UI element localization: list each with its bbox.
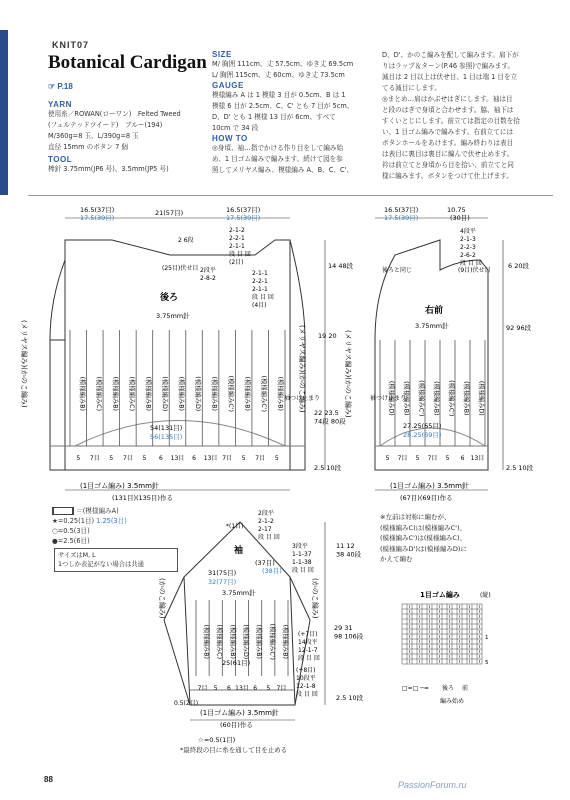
gauge-heading: GAUGE [212,81,244,90]
back-pattern-label: (模様編みB) [111,376,119,412]
sleeve-width-l: 32(77目) [208,578,237,586]
back-pattern-label: (模様編みB) [276,376,284,412]
back-armhole-rows: 19 20 [318,332,337,340]
sleeve-bottom-count: 7目 [197,685,208,692]
front-pattern-label: (模様編みC') [447,380,455,417]
howto-line: ◎身頃、袖…指でかける作り目をして編み始 [212,144,344,152]
back-body-rows: 22 23.5 74段 80段 [314,409,346,426]
back-bottom-count: 7目 [255,455,266,462]
rib-chart-title: 1目ゴム編み [420,591,460,599]
back-bottom-count: 7目 [122,455,133,462]
sleeve-label: 袖 [234,546,244,556]
back-bottom-count: 5 [274,455,279,462]
knitting-diagrams [0,200,570,755]
back-pattern-label: (模様編みD) [160,376,168,412]
page-title: Botanical Cardigan [48,52,207,73]
howto-line: は表目に裏目は裏目に編んで伏せ止めます。 [382,150,514,158]
size-line: L/ 胸囲 115cm、丈 60cm、ゆき丈 73.5cm [212,71,345,79]
back-shoulder-rows: 14 48段 [328,262,354,270]
legend-star: ★=0.25(1目) [52,517,95,525]
back-pattern-label: (模様編みB) [210,376,218,412]
howto-line: 照してメリヤス編み、模様編み A、B、C、C'、 [212,166,353,174]
howto-line: い、1 目ゴム編みで編みます。右前立てには [382,128,514,136]
back-bottom-count: 13目 [170,455,185,462]
sleeve-pattern-label: (模様編みC') [268,623,276,660]
back-needle: 3.75mm針 [156,312,190,320]
front-shoulder-l: 17.5(39目) [384,214,419,222]
back-shoulder-left-l: 17.5(39目) [80,214,115,222]
page-number: 88 [44,775,53,784]
back-pattern-label: (模様編みC) [127,376,135,412]
size-line: M/ 胸囲 111cm、丈 57.5cm、ゆき丈 69.5cm [212,60,354,68]
gauge-line: 10cm で 34 段 [212,124,259,132]
gauge-line: D、D' とも 1 模様 13 目が 6cm、すべて [212,113,336,121]
tool-line: 棒針 3.75mm(JP6 号)、3.5mm(JP5 号) [48,165,169,173]
rib-chart-start: 編み始め [440,698,465,705]
pattern-legend [52,506,202,546]
section-divider [28,195,553,196]
front-armhole-mark: 袖つけ止まり [370,395,407,402]
sleeve-rib: (1目ゴム編み) 3.5mm針 [200,709,279,717]
howto-line: すくいとじにします。前立ては指定の目数を拾 [382,117,520,125]
front-width: 27.25(65目) [403,422,442,430]
sleeve-pattern-label: (模様編みB) [281,624,289,660]
yarn-line: (フェルテッドツイード) ブルー(194) [48,121,163,129]
front-rib: (1目ゴム編み) 3.5mm針 [390,482,469,490]
front-bottom-count: 5 [415,455,420,462]
front-neck-width: 10.75 [447,206,466,214]
sleeve-cast-on: (60目)作る [220,721,253,729]
back-neck-width: 21(57目) [155,209,184,217]
note-line: ※左前は対称に編むが、 [380,513,451,521]
legend-row-pattern-a [52,506,202,516]
front-pattern-label: (模様編みC') [417,380,425,417]
back-bottom-count: 5 [109,455,114,462]
howto-heading: HOW TO [212,134,248,143]
back-neck-bind: (25目)伏せ目 [162,265,199,272]
back-neck-dec: 2-1-2 2-2-1 2-1-1 段 目 回(2目) [229,227,251,266]
note-line: (模様編みD')は(模様編みD)に [380,544,467,553]
sleeve-cap-dec: 2段平 2-1-2 2-17 段 目 回 [258,510,280,541]
gauge-line: 模様編み A は 1 模様 3 目が 0.5cm、B は 1 [212,91,346,99]
front-left-label: (メリヤス編み)(かのこ編み) [344,330,352,418]
back-left-label: (メリヤス編み)(かのこ編み) [20,320,28,408]
howto-line: てる減目にします。 [382,84,441,92]
sleeve-pattern-label: (模様編みB) [228,624,236,660]
front-pattern-label: (模様編みD) [477,380,485,416]
sleeve-body-rows: 29 31 98 106段 [334,624,364,641]
sleeve-rib-rows: 2.5 10段 [336,694,364,702]
left-front-note [380,512,550,565]
sleeve-width: 31(75目) [208,569,237,577]
sleeve-bottom-width: 25(61目) [222,659,251,667]
size-note-line: サイズはM, L [58,552,96,559]
front-pattern-label: (模様編みD) [387,380,395,416]
yarn-heading: YARN [48,100,72,109]
note-line: (模様編みC)は(模様編みC')、 [380,523,467,532]
sleeve-pattern-label: (模様編みB) [255,624,263,660]
sleeve-bottom-count: 7目 [276,685,287,692]
front-rib-rows: 2.5 10段 [506,464,534,472]
back-armhole-mark: 袖つけ止まり [284,395,321,402]
size-note-box [54,548,178,572]
sleeve-top-side: 3段平 1-1-37 1-1-38 段 目 回 [292,543,314,574]
legend-pattern-a: ＝(模様編みA) [76,507,119,515]
sleeve-corner: 0.5(2目) [174,700,199,707]
back-bottom-count: 5 [241,455,246,462]
front-body-rows: 92 96段 [506,324,532,332]
back-pattern-label: (模様編みC) [94,376,102,412]
gauge-line: 模様 6 目が 2.5cm、C、C' とも 7 目が 5cm、 [212,102,354,110]
back-neck-steps: 2 6段 [178,237,194,244]
front-neck-bind: (9目)伏せ目 [458,267,491,274]
legend-circle: ○=0.5(3目) [52,527,90,535]
sleeve-pattern-label: (模様編みB) [202,624,210,660]
back-width-l: 56(135目) [150,433,183,441]
back-pattern-label: (模様編みB) [177,376,185,412]
pattern-a-swatch-icon [52,507,74,515]
back-bottom-count: 7目 [222,455,233,462]
back-shoulder-dec: 2-1-1 2-2-1 2-1-1 段 目 回(4目) [252,270,274,309]
back-label: 後ろ [160,293,179,303]
howto-line: と段のはぎで身頃と合わせます。脇、袖下は [382,106,514,114]
howto-line: D、D'、かのこ編みを配して編みます。肩下が [382,51,519,59]
back-right-label: (メリヤス編み)(かのこ編み) [298,325,306,413]
back-shoulder-right-l: 17.5(39目) [226,214,261,222]
back-bottom-count: 5 [76,455,81,462]
page-ref: ☞ P.18 [48,82,73,91]
back-rib: (1目ゴム編み) 3.5mm針 [80,482,159,490]
note-line: (模様編みC')は(模様編みC)、 [380,534,467,542]
legend-row-star [52,516,202,526]
sleeve-star: *(1目) [226,523,244,530]
back-side-stitch: 2段平 2-8-2 [200,267,216,282]
sleeve-cap-rows: 11 12 38 40段 [336,542,362,559]
front-neck-dec: 4段平 2-1-3 2-2-3 2-6-2 段 目 回 [460,228,482,267]
note-line: かえて編む [380,555,413,563]
source-watermark: PassionForum.ru [398,780,467,790]
back-bottom-count: 6 [192,455,196,462]
sleeve-pattern-label: (模様編みC) [215,624,223,660]
sleeve-bottom-count: 6 [253,685,258,692]
howto-line: ボタンホールをあけます。編み終わりは表目 [382,139,514,147]
yarn-section [48,100,208,175]
front-neck-st: (30目) [450,214,470,222]
knit-label: KNIT07 [52,40,90,50]
yarn-line: 直径 15mm のボタン 7 個 [48,143,128,151]
legend-star-l: 1.25(3目) [96,517,127,525]
back-shoulder-right: 16.5(37目) [226,206,261,214]
sleeve-needle: 3.75mm針 [222,589,256,597]
front-bottom-count: 13目 [470,455,485,462]
back-pattern-label: (模様編みD) [194,376,202,412]
back-bottom-count: 13目 [203,455,218,462]
back-pattern-label: (模様編みB) [243,376,251,412]
sleeve-inc2: (+8目) 10段平 12-1-8 段 目 回 [296,667,318,698]
back-pattern-label: (模様編みC') [227,375,235,412]
sleeve-bottom-count: 6 [226,685,231,692]
front-same-as-back: 後ろと同じ [382,267,413,274]
back-shoulder-left: 16.5(37目) [80,206,115,214]
sidebar-accent-bar [0,30,8,195]
footer-note: *最終段の目に糸を通して目を止める [180,746,288,754]
rib-chart-legend: □=□ ─= [402,685,429,692]
sleeve-inc: (+7目) 14段平 12-1-7 段 目 回 [298,631,320,662]
back-bottom-count: 5 [142,455,147,462]
sleeve-bottom-count: 5 [266,685,271,692]
front-bottom-count: 7目 [427,455,438,462]
howto-line: め、1 目ゴム編みで編みます。続けて図を参 [212,155,343,163]
sleeve-top: (37目) [255,559,275,567]
sleeve-pattern-label: (模様編みD) [242,624,249,660]
front-cast-on: (67目)(69目)作る [400,494,453,502]
sleeve-left-label: (かのこ編み) [158,578,166,619]
tool-heading: TOOL [48,155,73,164]
back-pattern-label: (模様編みB) [144,376,152,412]
sleeve-bottom-count: 13目 [235,685,249,692]
howto-line: ◎まとめ…肩はかぶせはぎにします。袖は目 [382,95,513,103]
howto-column [382,50,554,182]
rib-chart-front: 前 [462,685,469,692]
howto-line: 減目は 2 目以上は伏せ目、1 目は端 1 目を立 [382,73,518,81]
sleeve-top-l: (38目) [262,567,282,575]
spec-column [212,50,374,176]
rib-chart-sub: (縦) [480,592,491,599]
front-label: 右前 [425,306,444,316]
front-bottom-count: 5 [445,455,450,462]
front-width-l: 28.25(69目) [403,431,442,439]
front-neck-rows: 6 20段 [508,262,529,270]
yarn-line: M/360g=8 玉、L/390g=8 玉 [48,132,139,140]
back-pattern-label: (模様編みB) [78,376,86,412]
back-width: 54(131目) [150,424,183,432]
howto-line: 衿は前立てと身頃から目を拾い、前立てと同 [382,161,514,169]
sleeve-star-count: ☆=0.5(1目) [198,736,236,744]
front-pattern-label: (模様編みB) [432,381,440,416]
front-pattern-label: (模様編みB) [462,381,470,416]
back-pattern-label: (模様編みC') [260,375,268,412]
rib-chart-number: 5 [485,660,489,666]
yarn-line: 使用糸／ROWAN(ローワン) Felted Tweed [48,110,181,118]
back-rib-rows: 2.5 10段 [314,464,342,472]
rib-chart-back: 後ろ [442,685,455,692]
front-needle: 3.75mm針 [415,322,449,330]
back-bottom-count: 7目 [89,455,100,462]
front-bottom-count: 7目 [397,455,408,462]
legend-dot: ●=2.5(6目) [52,537,90,545]
front-shoulder: 16.5(37目) [384,206,419,214]
back-cast-on: (131目)(135目)作る [112,494,173,502]
front-bottom-count: 6 [460,455,465,462]
howto-line: りはラップ＆ターン(P.46 参照)で編みます。 [382,62,514,70]
size-heading: SIZE [212,50,232,59]
sleeve-bottom-count: 5 [213,685,218,692]
howto-line: 様に編みます。ボタンをつけて仕上げます。 [382,172,513,180]
rib-chart-number: 1 [485,635,489,641]
front-bottom-count: 5 [385,455,390,462]
back-bottom-count: 6 [159,455,163,462]
sleeve-right-label: (かのこ編み) [311,578,319,619]
front-pattern-label: (模様編みB) [402,381,410,416]
size-note-line: 1つしか表記がない場合は共通 [58,561,144,568]
